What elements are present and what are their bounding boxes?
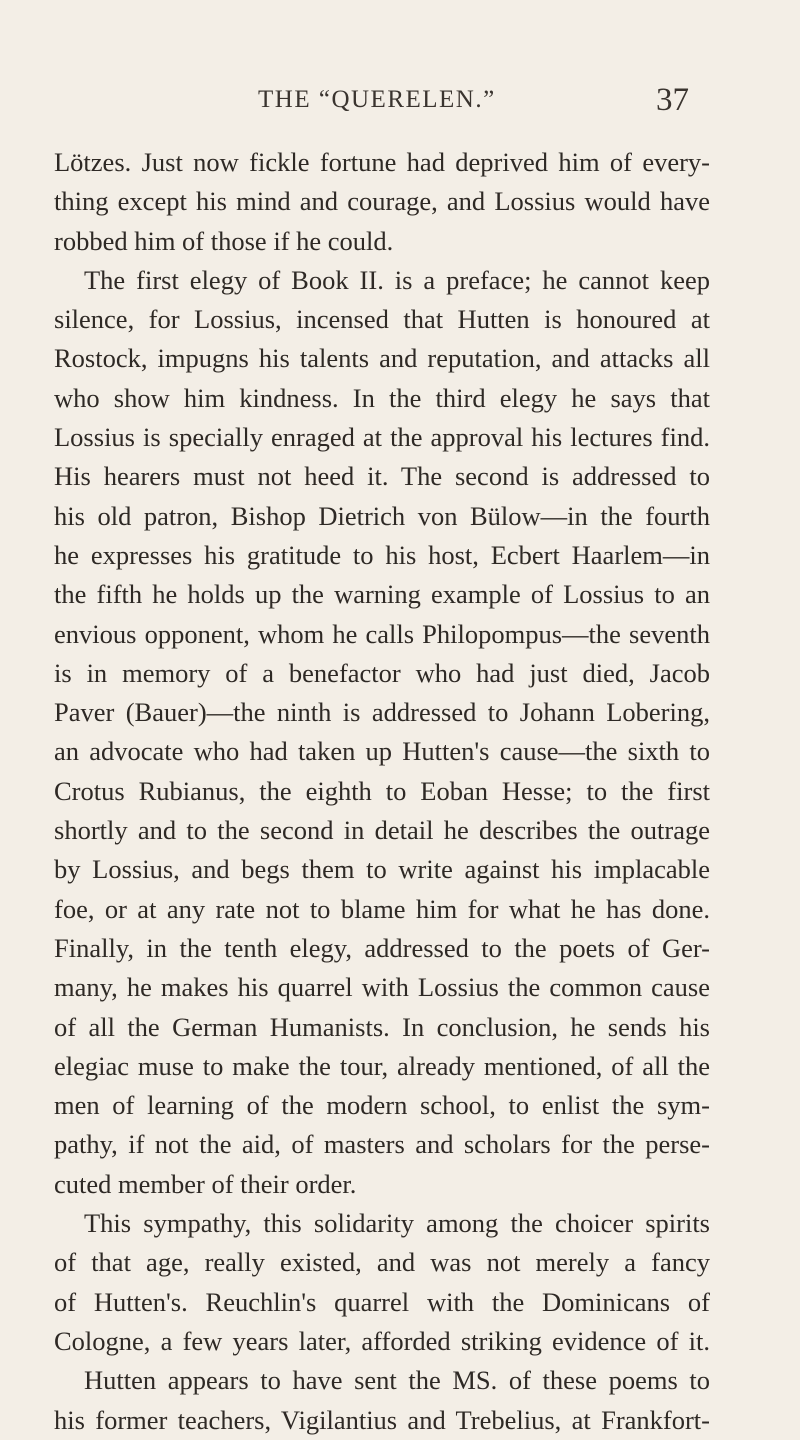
text-line: Finally, in the tenth elegy, addressed to the poets of Ger- [54,932,710,963]
page-number: 37 [656,82,689,118]
text-line: Lossius is specially enraged at the approval his lectures find. [54,422,710,453]
text-line: The first elegy of Book II. is a preface; he cannot keep [84,264,710,295]
text-line: Rostock, impugns his talents and reputation, and attacks all [54,343,710,374]
text-line: of Hutten's. Reuchlin's quarrel with the Dominicans of [54,1286,710,1317]
page-header [0,82,800,126]
text-line: by Lossius, and begs them to write against his implacable [54,854,710,885]
text-line: of all the German Humanists. In conclusion, he sends his [54,1011,710,1042]
text-line: thing except his mind and courage, and Lossius would have [54,186,710,217]
text-line: his former teachers, Vigilantius and Trebelius, at Frankfort- [54,1404,710,1435]
running-head: THE “QUERELEN.” [258,86,496,113]
text-line: elegiac muse to make the tour, already mentioned, of all the [54,1050,710,1081]
text-line: Hutten appears to have sent the MS. of these poems to [84,1365,710,1396]
text-line: who show him kindness. In the third elegy he says that [54,382,710,413]
text-line: his old patron, Bishop Dietrich von Bülow—in the fourth [54,500,710,531]
text-line: His hearers must not heed it. The second is addressed to [54,461,710,492]
text-line: is in memory of a benefactor who had just died, Jacob [54,657,710,688]
text-line: Lötzes. Just now fickle fortune had deprived him of every- [54,147,710,177]
text-line: This sympathy, this solidarity among the choicer spirits [84,1208,710,1239]
text-line: envious opponent, whom he calls Philopompus—the seventh [54,618,710,649]
text-line: robbed him of those if he could. [54,225,394,256]
body-text [54,143,710,1440]
text-line: men of learning of the modern school, to enlist the sym- [54,1090,710,1121]
text-line: Cologne, a few years later, afforded striking evidence of it. [54,1325,710,1356]
text-line: many, he makes his quarrel with Lossius the common cause [54,972,710,1003]
text-line: cuted member of their order. [54,1168,357,1199]
text-line: silence, for Lossius, incensed that Hutten is honoured at [54,304,710,335]
text-line: the fifth he holds up the warning example of Lossius to an [54,579,710,610]
text-line: an advocate who had taken up Hutten's cause—the sixth to [54,736,710,767]
text-line: he expresses his gratitude to his host, Ecbert Haarlem—in [54,539,710,570]
text-line: Paver (Bauer)—the ninth is addressed to Johann Lobering, [54,697,710,728]
text-line: Crotus Rubianus, the eighth to Eoban Hesse; to the first [54,775,710,806]
text-line: pathy, if not the aid, of masters and scholars for the perse- [54,1129,710,1160]
text-line: shortly and to the second in detail he describes the outrage [54,815,710,846]
text-line: foe, or at any rate not to blame him for what he has done. [54,893,710,924]
text-line: of that age, really existed, and was not merely a fancy [54,1247,710,1278]
